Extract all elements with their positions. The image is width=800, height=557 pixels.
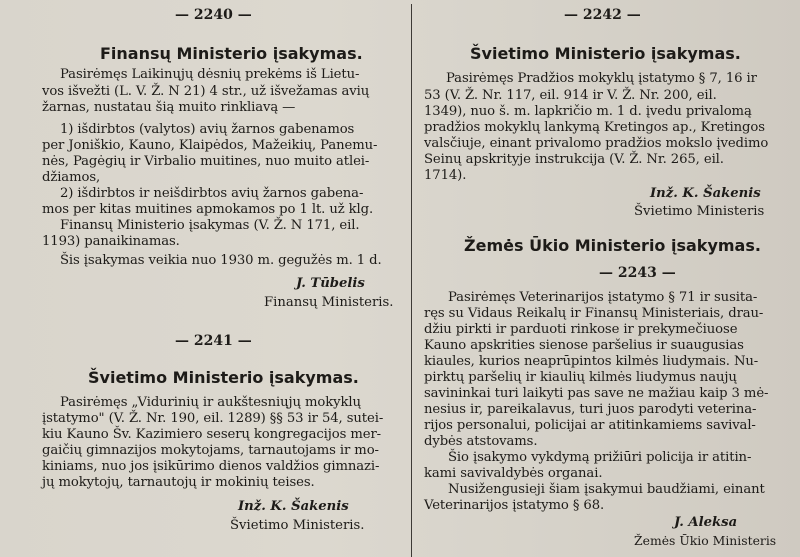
order-title: Žemės Ūkio Ministerio įsakymas. (464, 236, 761, 255)
page-number: — 2240 — (175, 7, 252, 23)
text-line: valsčiuje, einant privalomo pradžios mokslo įvedimo (424, 136, 769, 151)
left-column (42, 0, 403, 557)
text-line: kiu Kauno Šv. Kazimiero seserų kongregacijos mer- (42, 427, 382, 442)
order-title: Švietimo Ministerio įsakymas. (88, 368, 359, 387)
text-line: 1193) panaikinamas. (42, 234, 180, 249)
text-line: džiamos, (42, 170, 101, 185)
text-line: mos per kitas muitines apmokamos po 1 lt. už klg. (42, 202, 374, 217)
page-number: — 2243 — (599, 265, 676, 281)
text-line: Šio įsakymo vykdymą prižiūri policija ir atitin- (448, 450, 752, 465)
text-line: ręs su Vidaus Reikalų ir Finansų Ministeriais, drau- (424, 306, 764, 321)
order-title: Švietimo Ministerio įsakymas. (470, 44, 741, 63)
text-line: Seinų apskrityje instrukcija (V. Ž. Nr. 265, eil. (424, 152, 724, 167)
right-column (424, 0, 776, 557)
text-line: žarnas, nustatau šią muito rinkliavą — (42, 100, 296, 115)
column-divider (411, 4, 412, 557)
page-number: — 2241 — (175, 333, 252, 349)
text-line: Kauno apskrities sienose paršelius ir suaugusias (424, 338, 744, 353)
text-line: džiu pirkti ir parduoti rinkose ir prekymečiuose (424, 322, 738, 337)
text-line: Pasirėmęs Veterinarijos įstatymo § 71 ir susita- (448, 290, 758, 305)
signature-title: Švietimo Ministeris. (230, 518, 365, 533)
order-title: Finansų Ministerio įsakymas. (100, 44, 363, 63)
text-line: Šis įsakymas veikia nuo 1930 m. gegužės m. 1 d. (60, 253, 382, 268)
text-line: savininkai turi laikyti pas save ne mažiau kaip 3 mė- (424, 386, 769, 401)
signature-title: Finansų Ministeris. (264, 295, 394, 310)
text-line: pirktų paršelių ir kiaulių kilmės liudymus naujų (424, 370, 737, 385)
text-line: Pasirėmęs Laikinųjų dėsnių prekėms iš Lietu- (60, 67, 360, 82)
signature-name: Inž. K. Šakenis (238, 499, 349, 514)
signature-title: Švietimo Ministeris (634, 204, 765, 219)
text-line: jų mokytojų, tarnautojų ir mokinių teises. (42, 475, 315, 490)
signature-title: Žemės Ūkio Ministeris (634, 533, 777, 548)
text-line: kami savivaldybės organai. (424, 466, 603, 481)
text-line: pradžios mokyklų lankymą Kretingos ap., Kretingos (424, 120, 765, 135)
text-line: gaičių gimnazijos mokytojams, tarnautojams ir mo- (42, 443, 379, 458)
page-number: — 2242 — (564, 7, 641, 23)
text-line: 53 (V. Ž. Nr. 117, eil. 914 ir V. Ž. Nr. 200, eil. (424, 88, 717, 103)
signature-name: Inž. K. Šakenis (650, 186, 761, 201)
text-line: Nusižengusieji šiam įsakymui baudžiami, einant (448, 482, 765, 497)
text-line: rijos personalui, policijai ar atitinkamiems savival- (424, 418, 756, 433)
text-line: Pasirėmęs Pradžios mokyklų įstatymo § 7, 16 ir (446, 71, 757, 86)
text-line: kiaules, kurios neaprūpintos kilmės liudymais. Nu- (424, 354, 759, 369)
text-line: Finansų Ministerio įsakymas (V. Ž. N 171, eil. (60, 218, 360, 233)
text-line: 2) išdirbtos ir neišdirbtos avių žarnos gabena- (60, 186, 364, 201)
text-line: Veterinarijos įstatymo § 68. (424, 498, 605, 513)
text-line: nesius ir, pareikalavus, turi juos parodyti veterina- (424, 402, 757, 417)
text-line: per Joniškio, Kauno, Klaipėdos, Mažeikių, Panemu- (42, 138, 378, 153)
signature-name: J. Aleksa (674, 515, 738, 530)
text-line: vos išvežti (L. V. Ž. N 21) 4 str., už išvežamas avių (42, 84, 370, 99)
text-line: įstatymo" (V. Ž. Nr. 190, eil. 1289) §§ 53 ir 54, sutei- (42, 411, 384, 426)
text-line: nės, Pagėgių ir Virbalio muitines, nuo muito atlei- (42, 154, 370, 169)
text-line: dybės atstovams. (424, 434, 538, 449)
text-line: 1714). (424, 168, 467, 183)
text-line: 1349), nuo š. m. lapkričio m. 1 d. įvedu privalomą (424, 104, 752, 119)
signature-name: J. Tūbelis (296, 276, 365, 291)
text-line: kiniams, nuo jos įsikūrimo dienos valdžios gimnazi- (42, 459, 380, 474)
text-line: 1) išdirbtos (valytos) avių žarnos gabenamos (60, 122, 355, 137)
text-line: Pasirėmęs „Vidurinių ir aukštesniųjų mokyklų (60, 395, 361, 410)
